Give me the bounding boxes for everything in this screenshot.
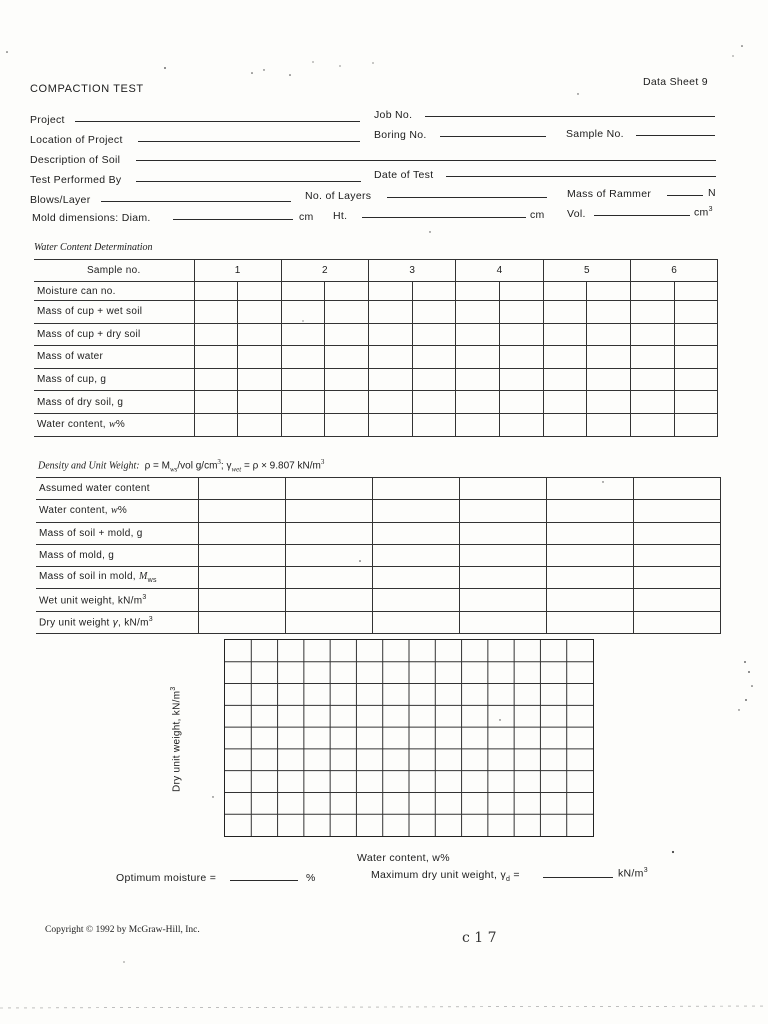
- no-layers-field[interactable]: [387, 197, 547, 198]
- optimum-moisture-field[interactable]: [230, 880, 298, 881]
- entry-cell[interactable]: [546, 478, 633, 500]
- vol-field[interactable]: [594, 215, 690, 216]
- row-label: Mass of soil in mold, $M_{ws}$: [36, 567, 198, 589]
- entry-cell[interactable]: [674, 391, 718, 414]
- sample-header-1: 1: [194, 260, 281, 282]
- entry-cell[interactable]: [285, 478, 372, 500]
- entry-cell[interactable]: [633, 611, 720, 633]
- entry-cell[interactable]: [238, 301, 282, 324]
- table-row: [36, 522, 720, 544]
- entry-cell[interactable]: [631, 323, 675, 346]
- entry-cell[interactable]: [456, 391, 500, 414]
- table-row: [36, 589, 720, 611]
- entry-cell[interactable]: [459, 478, 546, 500]
- table-row: [36, 500, 720, 522]
- entry-cell[interactable]: [500, 282, 544, 301]
- mold-dims-label: Mold dimensions: Diam.: [32, 212, 151, 224]
- entry-cell[interactable]: [412, 346, 456, 369]
- max-dry-unit-weight-field[interactable]: [543, 877, 613, 878]
- blows-layer-label: Blows/Layer: [30, 194, 91, 206]
- entry-cell[interactable]: [281, 368, 325, 391]
- entry-cell[interactable]: [194, 323, 238, 346]
- ht-label: Ht.: [333, 210, 348, 222]
- entry-cell[interactable]: [546, 611, 633, 633]
- entry-cell[interactable]: [238, 282, 282, 301]
- entry-cell[interactable]: [325, 346, 369, 369]
- entry-cell[interactable]: [369, 391, 413, 414]
- entry-cell[interactable]: [281, 282, 325, 301]
- entry-cell[interactable]: [674, 323, 718, 346]
- sheet-title: COMPACTION TEST: [30, 83, 144, 95]
- entry-cell[interactable]: [198, 567, 285, 589]
- sample-no-header: Sample no.: [34, 260, 194, 282]
- max-dry-unit-weight-unit: $kN/m^3$: [618, 867, 648, 880]
- entry-cell[interactable]: [456, 323, 500, 346]
- entry-cell[interactable]: [633, 522, 720, 544]
- water-table-header-row: [34, 260, 718, 282]
- row-label: Mass of soil + mold, g: [36, 522, 198, 544]
- date-field[interactable]: [446, 176, 716, 177]
- entry-cell[interactable]: [674, 282, 718, 301]
- diam-unit: cm: [299, 211, 314, 223]
- entry-cell[interactable]: [369, 301, 413, 324]
- table-row: [36, 611, 720, 633]
- row-label: Mass of cup + dry soil: [34, 323, 194, 346]
- entry-cell[interactable]: [631, 346, 675, 369]
- entry-cell[interactable]: [238, 368, 282, 391]
- performed-by-label: Test Performed By: [30, 174, 122, 186]
- entry-cell[interactable]: [631, 368, 675, 391]
- plot-grid: [225, 640, 593, 836]
- entry-cell[interactable]: [674, 346, 718, 369]
- entry-cell[interactable]: [456, 282, 500, 301]
- entry-cell[interactable]: [412, 368, 456, 391]
- mass-rammer-field[interactable]: [667, 195, 703, 196]
- entry-cell[interactable]: [459, 589, 546, 611]
- sample-header-6: 6: [631, 260, 718, 282]
- entry-cell[interactable]: [456, 346, 500, 369]
- entry-cell[interactable]: [587, 368, 631, 391]
- entry-cell[interactable]: [198, 589, 285, 611]
- entry-cell[interactable]: [372, 522, 459, 544]
- entry-cell[interactable]: [412, 323, 456, 346]
- performed-by-field[interactable]: [136, 181, 361, 182]
- entry-cell[interactable]: [194, 413, 238, 436]
- entry-cell[interactable]: [285, 589, 372, 611]
- entry-cell[interactable]: [459, 567, 546, 589]
- job-no-field[interactable]: [425, 116, 715, 117]
- entry-cell[interactable]: [500, 413, 544, 436]
- sample-header-3: 3: [369, 260, 456, 282]
- plot-x-axis-label: Water content, w%: [357, 852, 450, 864]
- entry-cell[interactable]: [285, 500, 372, 522]
- table-row: [34, 391, 718, 414]
- entry-cell[interactable]: [285, 611, 372, 633]
- entry-cell[interactable]: [631, 391, 675, 414]
- entry-cell[interactable]: [500, 391, 544, 414]
- entry-cell[interactable]: [372, 478, 459, 500]
- blows-layer-field[interactable]: [101, 201, 291, 202]
- entry-cell[interactable]: [633, 567, 720, 589]
- density-section-heading: Density and Unit Weight: $\rho = M_{ws}$/vol $g/cm^3$; $\gamma_{wet} = \rho \times 9.807$ $kN/m^3$: [38, 458, 325, 474]
- entry-cell[interactable]: [459, 611, 546, 633]
- ht-field[interactable]: [362, 217, 526, 218]
- water-content-table: [34, 259, 718, 437]
- density-table: [36, 477, 721, 634]
- diam-field[interactable]: [173, 219, 293, 220]
- entry-cell[interactable]: [412, 301, 456, 324]
- entry-cell[interactable]: [674, 413, 718, 436]
- entry-cell[interactable]: [198, 522, 285, 544]
- entry-cell[interactable]: [631, 413, 675, 436]
- project-label: Project: [30, 114, 65, 126]
- row-label: Mass of cup, g: [34, 368, 194, 391]
- entry-cell[interactable]: [325, 282, 369, 301]
- entry-cell[interactable]: [194, 346, 238, 369]
- entry-cell[interactable]: [369, 346, 413, 369]
- description-field[interactable]: [136, 160, 716, 161]
- mass-rammer-label: Mass of Rammer: [567, 188, 652, 200]
- compaction-curve-plot[interactable]: [224, 639, 594, 837]
- entry-cell[interactable]: [238, 391, 282, 414]
- entry-cell[interactable]: [546, 522, 633, 544]
- entry-cell[interactable]: [587, 282, 631, 301]
- entry-cell[interactable]: [372, 544, 459, 566]
- entry-cell[interactable]: [412, 282, 456, 301]
- table-row: [34, 282, 718, 301]
- entry-cell[interactable]: [325, 301, 369, 324]
- project-field[interactable]: [75, 121, 360, 122]
- entry-cell[interactable]: [543, 391, 587, 414]
- water-section-heading: Water Content Determination: [34, 242, 153, 253]
- row-label: Assumed water content: [36, 478, 198, 500]
- description-label: Description of Soil: [30, 154, 121, 166]
- row-label: Water content, w%: [36, 500, 198, 522]
- entry-cell[interactable]: [587, 413, 631, 436]
- boring-no-label: Boring No.: [374, 129, 427, 141]
- entry-cell[interactable]: [238, 323, 282, 346]
- sample-header-2: 2: [281, 260, 368, 282]
- vol-unit: $cm^3$: [694, 206, 713, 219]
- entry-cell[interactable]: [194, 368, 238, 391]
- mass-rammer-unit: N: [708, 187, 716, 199]
- entry-cell[interactable]: [372, 611, 459, 633]
- entry-cell[interactable]: [543, 413, 587, 436]
- entry-cell[interactable]: [587, 391, 631, 414]
- entry-cell[interactable]: [543, 301, 587, 324]
- entry-cell[interactable]: [325, 368, 369, 391]
- entry-cell[interactable]: [459, 522, 546, 544]
- entry-cell[interactable]: [412, 391, 456, 414]
- entry-cell[interactable]: [325, 413, 369, 436]
- entry-cell[interactable]: [456, 368, 500, 391]
- entry-cell[interactable]: [194, 301, 238, 324]
- row-label: Moisture can no.: [34, 282, 194, 301]
- location-field[interactable]: [138, 141, 360, 142]
- entry-cell[interactable]: [500, 301, 544, 324]
- entry-cell[interactable]: [456, 301, 500, 324]
- sample-no-field[interactable]: [636, 135, 715, 136]
- row-label: Mass of cup + wet soil: [34, 301, 194, 324]
- entry-cell[interactable]: [631, 282, 675, 301]
- entry-cell[interactable]: [456, 413, 500, 436]
- row-label: Mass of water: [34, 346, 194, 369]
- entry-cell[interactable]: [238, 346, 282, 369]
- entry-cell[interactable]: [198, 500, 285, 522]
- row-label: Mass of mold, g: [36, 544, 198, 566]
- table-row: [34, 301, 718, 324]
- optimum-moisture-unit: %: [306, 872, 316, 884]
- entry-cell[interactable]: [372, 589, 459, 611]
- table-row: [34, 323, 718, 346]
- table-row: [36, 567, 720, 589]
- boring-no-field[interactable]: [440, 136, 546, 137]
- entry-cell[interactable]: [281, 323, 325, 346]
- row-label: Mass of dry soil, g: [34, 391, 194, 414]
- entry-cell[interactable]: [500, 346, 544, 369]
- entry-cell[interactable]: [674, 301, 718, 324]
- copyright-notice: Copyright © 1992 by McGraw-Hill, Inc.: [45, 925, 200, 935]
- entry-cell[interactable]: [546, 589, 633, 611]
- vol-label: Vol.: [567, 208, 586, 220]
- job-no-label: Job No.: [374, 109, 413, 121]
- table-row: [34, 413, 718, 436]
- entry-cell[interactable]: [546, 544, 633, 566]
- entry-cell[interactable]: [543, 368, 587, 391]
- entry-cell[interactable]: [372, 500, 459, 522]
- entry-cell[interactable]: [543, 323, 587, 346]
- row-label: Water content, w%: [34, 413, 194, 436]
- entry-cell[interactable]: [198, 478, 285, 500]
- location-label: Location of Project: [30, 134, 123, 146]
- entry-cell[interactable]: [369, 323, 413, 346]
- table-row: [34, 368, 718, 391]
- sample-no-label: Sample No.: [566, 128, 624, 140]
- sample-header-5: 5: [543, 260, 630, 282]
- entry-cell[interactable]: [500, 368, 544, 391]
- entry-cell[interactable]: [633, 544, 720, 566]
- entry-cell[interactable]: [194, 391, 238, 414]
- entry-cell[interactable]: [285, 567, 372, 589]
- sample-header-4: 4: [456, 260, 543, 282]
- entry-cell[interactable]: [281, 391, 325, 414]
- page-mark: c 1 7: [462, 930, 497, 946]
- entry-cell[interactable]: [325, 323, 369, 346]
- entry-cell[interactable]: [285, 544, 372, 566]
- entry-cell[interactable]: [587, 323, 631, 346]
- entry-cell[interactable]: [633, 589, 720, 611]
- entry-cell[interactable]: [500, 323, 544, 346]
- entry-cell[interactable]: [325, 391, 369, 414]
- entry-cell[interactable]: [281, 301, 325, 324]
- entry-cell[interactable]: [369, 368, 413, 391]
- entry-cell[interactable]: [369, 282, 413, 301]
- row-label: Wet unit weight, $kN/m^3$: [36, 589, 198, 611]
- entry-cell[interactable]: [238, 413, 282, 436]
- entry-cell[interactable]: [372, 567, 459, 589]
- entry-cell[interactable]: [546, 567, 633, 589]
- entry-cell[interactable]: [543, 346, 587, 369]
- table-row: [36, 544, 720, 566]
- entry-cell[interactable]: [587, 301, 631, 324]
- max-dry-unit-weight-label: Maximum dry unit weight, $\gamma_d$ =: [371, 869, 520, 884]
- entry-cell[interactable]: [285, 522, 372, 544]
- entry-cell[interactable]: [546, 500, 633, 522]
- plot-y-axis-label: Dry unit weight, $kN/m^3$: [170, 686, 183, 792]
- ht-unit: cm: [530, 209, 545, 221]
- date-label: Date of Test: [374, 169, 434, 181]
- entry-cell[interactable]: [633, 478, 720, 500]
- entry-cell[interactable]: [459, 500, 546, 522]
- entry-cell[interactable]: [198, 611, 285, 633]
- entry-cell[interactable]: [412, 413, 456, 436]
- entry-cell[interactable]: [281, 346, 325, 369]
- table-row: [36, 478, 720, 500]
- optimum-moisture-label: Optimum moisture =: [116, 872, 217, 884]
- entry-cell[interactable]: [587, 346, 631, 369]
- entry-cell[interactable]: [369, 413, 413, 436]
- sheet-number: Data Sheet 9: [643, 76, 708, 88]
- entry-cell[interactable]: [633, 500, 720, 522]
- no-layers-label: No. of Layers: [305, 190, 372, 202]
- entry-cell[interactable]: [194, 282, 238, 301]
- entry-cell[interactable]: [459, 544, 546, 566]
- table-row: [34, 346, 718, 369]
- entry-cell[interactable]: [281, 413, 325, 436]
- entry-cell[interactable]: [631, 301, 675, 324]
- entry-cell[interactable]: [674, 368, 718, 391]
- entry-cell[interactable]: [543, 282, 587, 301]
- entry-cell[interactable]: [198, 544, 285, 566]
- row-label: Dry unit weight γ, $kN/m^3$: [36, 611, 198, 633]
